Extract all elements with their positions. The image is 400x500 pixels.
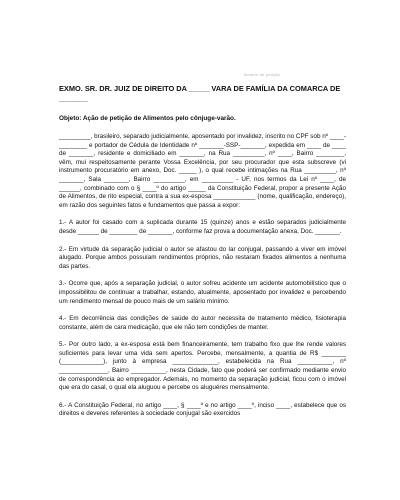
paragraph-1: 1.- A autor foi casado com a suplicada durante 15 (quinze) anos e estão separados judicialmente desde ______ de ________ de _______, conforme faz prova a documentação anexa, Doc. _______. xyxy=(59,219,346,235)
petition-heading: EXMO. SR. DR. JUIZ DE DIREITO DA _____ VARA DE FAMÍLIA DA COMARCA DE _______ xyxy=(59,84,341,103)
paragraph-3: 3.- Ocorre que, após a separação judicial, o autor sofreu acidente um acidente automobilístico que o impossibilitou de continuar a trabalhar, estando, atualmente, aposentado por invalidez e percebendo um rendimento mensal de pouco mais de um salário mínimo. xyxy=(59,280,346,305)
paragraph-5: 5.- Por outro lado, a ex-esposa está bem financeiramente, tem trabalho fixo que lhe rende valores suficientes para levar uma vida sem apertos. Percebe, mensalmente, a quantia de R$ _______ (____________), junto à empresa _____________, estabelecida na Rua __________, nº ______________, Bairro __________, nesta Cidade, fato que poderá ser confirmado mediante envio de correspondência ao empregador. Ademais, no momento da separação judicial, ficou com o imóvel que era do casal, o qual ela aluguou e percebe os aluguéres mensalmente. xyxy=(59,341,346,392)
paragraph-6: 6.- A Constituição Federal, no artigo ____, § ____º e no artigo ____º, inciso ____, estabelece que os direitos e deveres referentes à sociedade conjugal são exercidos xyxy=(59,401,346,418)
document-body xyxy=(59,84,346,428)
header-stamp: Modelo de petição xyxy=(244,72,281,77)
paragraph-intro: _________, brasileiro, separado judicialmente, aposentado por invalidez, inscrito no CPF sob nº ____-________ e portador de Cédula de Identidade nº _______-SSP-_______, expedida em ____ de ____ de _______, residente e domiciliado em _______, na Rua _________, nº ____, Bairro ________, vêm, mui respeitosamente perante Vossa Excelência, por seu procurador que esta subscreve (vi instrumento procuratório em anexo, Doc. _____ ), o qual recebe intimações na Rua _________, nº _______, Sala _______, Bairro _________, em _________ - UF, nos termos da Lei nº ____, de ______, combinado com o § ____º do artigo _____ da Constituição Federal, propor a presente Ação de Alimentos, de rito especial, contra a sua ex-esposa ____________ (nome, qualificação, endereço), em razão dos seguintes fatos e fundamentos que passa a expor: xyxy=(59,133,346,209)
petition-subject: Objeto: Ação de petição de Alimentos pelo cônjuge-varão. xyxy=(59,115,236,122)
paragraph-2: 2.- Em virtude da separação judicial o autor se afastou do lar conjugal, passando a viver em imóvel alugado. Porque ambos possuíam rendimentos próprios, não restaram fixados alimentos a nenhuma das partes. xyxy=(59,245,346,270)
paragraph-4: 4.- Em decorrência das condições de saúde do autor necessita de tratamento médico, fisioterapia constante, além de cara medicação, que ele não tem condições de manter. xyxy=(59,315,346,331)
